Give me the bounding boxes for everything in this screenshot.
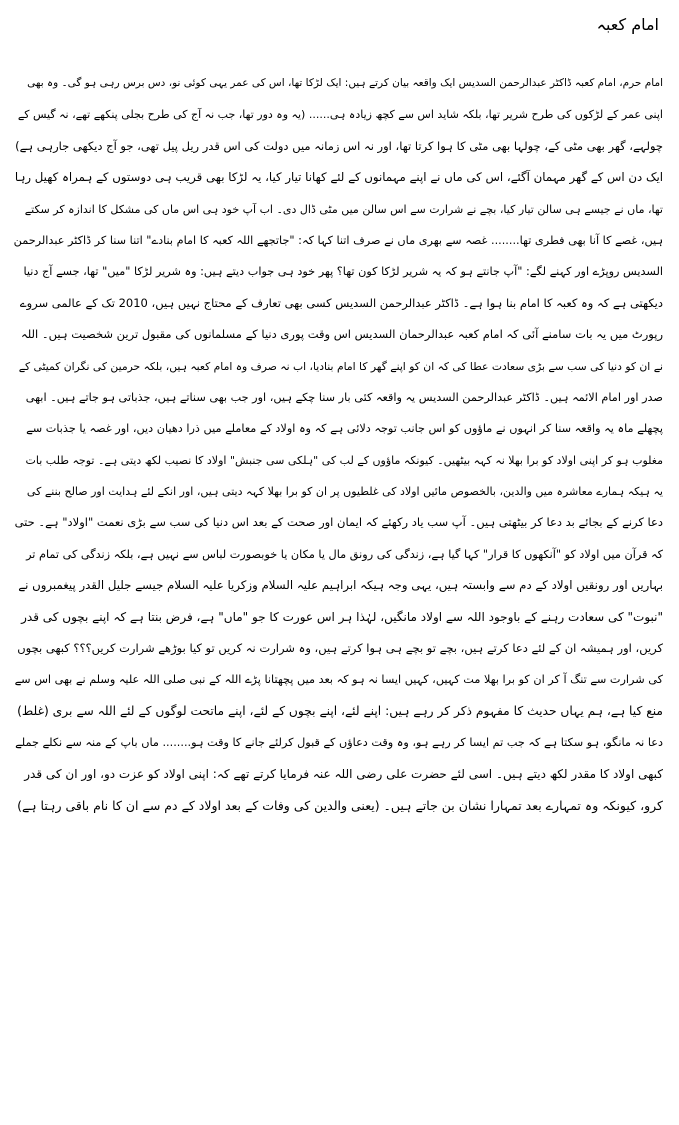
- text-line: یہ ہیکہ ہمارے معاشرہ میں والدین، بالخصوص مائیں اولاد کی غلطیوں پر ان کو برا بھلا کہہ دیتی ہیں، اور انکے لئے ہدایت اور صالح بننے کی: [26, 485, 663, 499]
- text-line: رپورٹ میں یہ بات سامنے آئی کہ امام کعبہ عبدالرحمان السدیس اس وقت پوری دنیا کے مسلمانوں کی مقبول ترین شخصیت ہیں۔ اللہ: [20, 327, 663, 342]
- text-line: امام حرم، امام کعبہ ڈاکٹر عبدالرحمن السدیس ایک واقعہ بیان کرتے ہیں: ایک لڑکا تھا، اس کی عمر یہی کوئی نو، دس برس رہی ہو گی۔ وہ بھی: [27, 77, 663, 89]
- text-line: تھا، ماں نے جیسے ہی سالن تیار کیا، بچے نے شرارت سے اس سالن میں مٹی ڈال دی۔ اب آپ خود ہی اس ماں کی مشکل کا اندازہ کر سکتے: [24, 202, 663, 216]
- text-line: ہیں، غصے کا آنا بھی فطری تھا........ غصہ سے بھری ماں نے صرف اتنا کہا کہ: "جاتجھے اللہ کعبہ کا امام بنادے" اتنا سنا کر ڈاکٹر عبدالرحمن: [14, 233, 663, 247]
- text-line: مغلوب ہو کر اپنی اولاد کو برا بھلا نہ کہہ بیٹھیں۔ کیونکہ ماؤوں کے لب کی "ہلکی سی جنبش" اولاد کا نصیب لکھ دیتی ہے۔ توجہ طلب بات: [25, 453, 663, 467]
- text-line: نے ان کو دنیا کی سب سے بڑی سعادت عطا کی کہ ان کو اپنے گھر کا امام بنادیا، اب نہ صرف وہ امام کعبہ ہیں، بلکہ حرمین کی نگران کمیٹی کے: [18, 359, 663, 373]
- text-line: ایک دن اس کے گھر مہمان آگئے، اس کی ماں نے اپنے مہمانوں کے لئے کھانا تیار کیا، یہ لڑکا بھی قریب ہی دوستوں کے ہمراہ کھیل رہا: [14, 170, 663, 185]
- text-line: السدیس روپڑے اور کہنے لگے: "آپ جانتے ہو کہ یہ شریر لڑکا کون تھا؟ پھر خود ہی جواب دیتے ہیں: وہ شریر لڑکا "میں" تھا، جسے آج دنیا: [23, 265, 663, 279]
- document-title: امام کعبہ: [596, 15, 659, 34]
- text-line: "نبوت" کی سعادت رہنے کے باوجود اللہ سے اولاد مانگیں، لہٰذا ہر اس عورت کا جو "ماں" ہے، فرض بنتا ہے کہ اپنے بچوں کی قدر: [21, 609, 663, 624]
- text-line: پچھلے ماہ یہ واقعہ سنا کر انہوں نے ماؤوں کو اس جانب توجہ دلائی ہے کہ وہ اولاد کے معاملے میں ذرا دھیان دیں، اور غصہ یا جذبات سے: [26, 422, 663, 436]
- text-line: بہاریں اور رونقیں اولاد کے دم سے وابستہ ہیں، یہی وجہ ہیکہ ابراہیم علیہ السلام وزکریا علیہ السلام جیسے جلیل القدر پیغمبروں نے: [18, 578, 663, 593]
- text-line: کریں، اور ہمیشہ ان کے لئے دعا کرتے ہیں، بچے تو بچے ہی ہوا کرتے ہیں، وہ شرارت نہ کریں تو کیا بوڑھے شرارت کریں؟؟؟ کبھی بچوں: [17, 641, 663, 656]
- text-line: کرو، کیونکہ وہ تمہارے بعد تمہارا نشان بن جاتے ہیں۔ (یعنی والدین کی وفات کے بعد اولاد کے دم سے ان کا نام باقی رہتا ہے): [17, 797, 663, 813]
- text-line: صدر اور امام الائمہ ہیں۔ ڈاکٹر عبدالرحمن السدیس یہ واقعہ کئی بار سنا چکے ہیں، اور جب بھی سناتے ہیں، جذباتی ہو جاتے ہیں۔ ابھی: [25, 390, 663, 404]
- article-body: [14, 68, 663, 821]
- text-line: کہ قرآن میں اولاد کو "آنکھوں کا قرار" کہا گیا ہے، زندگی کی رونق مال یا مکان یا خوبصورت لباس سے نہیں ہے، بلکہ زندگی کی تمام تر: [26, 547, 663, 561]
- text-line: چولہے، گھر بھی مٹی کے، چولہا بھی مٹی کا ہوا کرتا تھا، اور نہ اس زمانہ میں دولت کی اس قدر ریل پیل تھی، جو آج دیکھی جارہی ہے): [15, 138, 663, 153]
- text-line: اپنی عمر کے لڑکوں کی طرح شریر تھا، بلکہ شاید اس سے کچھ زیادہ ہی...... (یہ وہ دور تھا، جب نہ آج کی طرح بجلی پنکھے تھے، نہ گیس کے: [17, 108, 663, 122]
- text-line: کی شرارت سے تنگ آ کر ان کو برا بھلا مت کہیں، کہیں ایسا نہ ہو کہ بعد میں پچھتانا پڑے اللہ کے نبی صلی اللہ علیہ وسلم نے بھی اس سے: [14, 673, 663, 687]
- text-line: دعا نہ مانگو، ہو سکتا ہے کہ جب تم ایسا کر رہے ہو، وہ وقت دعاؤں کے قبول کرلئے جانے کا وقت ہو........ ماں باپ کے منہ سے نکلے جملے: [15, 736, 663, 750]
- text-line: کبھی اولاد کا مقدر لکھ دیتے ہیں۔ اسی لئے حضرت علی رضی اللہ عنہ فرمایا کرتے تھے کہ: اپنی اولاد کو عزت دو، اور ان کی قدر: [24, 766, 663, 781]
- text-line: دیکھتی ہے کہ وہ کعبہ کا امام بنا ہوا ہے۔ ڈاکٹر عبدالرحمن السدیس کسی بھی تعارف کے محتاج نہیں ہیں، 2010 تک کے عالمی سروے: [19, 295, 663, 310]
- text-line: دعا کرنے کے بجائے بد دعا کر بیٹھتی ہیں۔ آپ سب یاد رکھئے کہ ایمان اور صحت کے بعد اس دنیا کی سب سے بڑی نعمت "اولاد" ہے۔ حتی: [14, 515, 663, 530]
- text-line: منع کیا ہے، ہم یہاں حدیث کا مفہوم ذکر کر رہے ہیں: اپنے لئے، اپنے بچوں کے لئے، اپنے ماتحت لوگوں کے لئے اللہ سے بری (غلط): [17, 703, 663, 718]
